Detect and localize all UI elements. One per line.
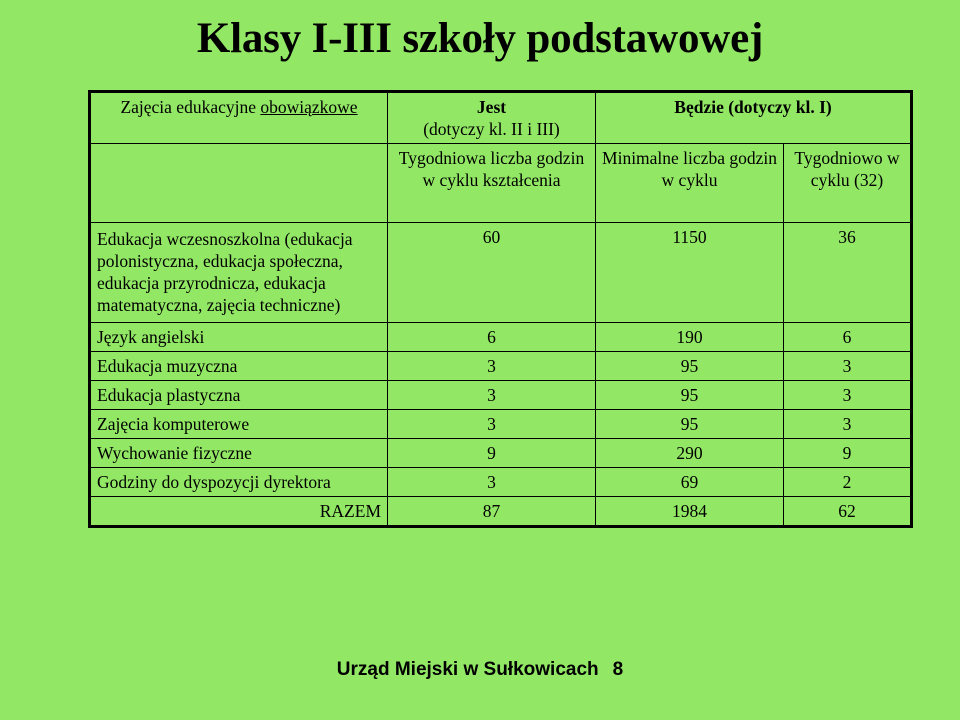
subheader-cell-empty	[90, 144, 388, 223]
slide-footer	[0, 658, 960, 682]
cell-jest: 60	[388, 223, 596, 323]
cell-tyg: 3	[784, 381, 912, 410]
header-subject-underlined-text: obowiązkowe	[260, 97, 358, 117]
header-cell-subject	[90, 92, 388, 144]
cell-total-label: RAZEM	[90, 497, 388, 527]
cell-jest: 3	[388, 468, 596, 497]
table-row	[90, 323, 912, 352]
cell-subject: Edukacja plastyczna	[90, 381, 388, 410]
cell-subject: Edukacja wczesnoszkolna (edukacja polonistyczna, edukacja społeczna, edukacja przyrodnicza, edukacja matematyczna, zajęcia techniczne)	[90, 223, 388, 323]
cell-tyg: 6	[784, 323, 912, 352]
cell-subject: Język angielski	[90, 323, 388, 352]
cell-jest: 3	[388, 410, 596, 439]
cell-subject: Godziny do dyspozycji dyrektora	[90, 468, 388, 497]
hours-table	[88, 90, 913, 528]
hours-table-container	[88, 90, 910, 528]
cell-subject: Zajęcia komputerowe	[90, 410, 388, 439]
cell-jest: 3	[388, 381, 596, 410]
cell-min: 95	[596, 352, 784, 381]
header-cell-bedzie: Będzie (dotyczy kl. I)	[596, 92, 912, 144]
cell-min: 95	[596, 381, 784, 410]
subheader-cell-tyg: Tygodniowo w cyklu (32)	[784, 144, 912, 223]
table-header-row-primary	[90, 92, 912, 144]
cell-jest: 3	[388, 352, 596, 381]
table-row	[90, 410, 912, 439]
cell-min: 1150	[596, 223, 784, 323]
cell-subject: Wychowanie fizyczne	[90, 439, 388, 468]
table-total-row	[90, 497, 912, 527]
cell-jest: 6	[388, 323, 596, 352]
subheader-cell-jest: Tygodniowa liczba godzin w cyklu kształcenia	[388, 144, 596, 223]
page-title: Klasy I-III szkoły podstawowej	[196, 15, 764, 62]
cell-subject: Edukacja muzyczna	[90, 352, 388, 381]
table-header-row-secondary	[90, 144, 912, 223]
header-subject-text: Zajęcia edukacyjne	[120, 97, 261, 117]
cell-tyg: 36	[784, 223, 912, 323]
cell-min: 190	[596, 323, 784, 352]
cell-total-min: 1984	[596, 497, 784, 527]
table-row	[90, 352, 912, 381]
table-row	[90, 439, 912, 468]
cell-min: 69	[596, 468, 784, 497]
cell-tyg: 9	[784, 439, 912, 468]
subheader-cell-min: Minimalne liczba godzin w cyklu	[596, 144, 784, 223]
footer-page-number: 8	[612, 659, 624, 680]
cell-min: 95	[596, 410, 784, 439]
cell-jest: 9	[388, 439, 596, 468]
header-jest-subtitle: (dotyczy kl. II i III)	[423, 119, 560, 139]
header-jest-title: Jest	[476, 97, 507, 117]
cell-tyg: 3	[784, 352, 912, 381]
cell-total-tyg: 62	[784, 497, 912, 527]
cell-tyg: 3	[784, 410, 912, 439]
table-row	[90, 468, 912, 497]
cell-tyg: 2	[784, 468, 912, 497]
table-row	[90, 381, 912, 410]
header-cell-jest	[388, 92, 596, 144]
cell-total-jest: 87	[388, 497, 596, 527]
footer-organization: Urząd Miejski w Sułkowicach	[336, 659, 599, 680]
table-row	[90, 223, 912, 323]
cell-min: 290	[596, 439, 784, 468]
